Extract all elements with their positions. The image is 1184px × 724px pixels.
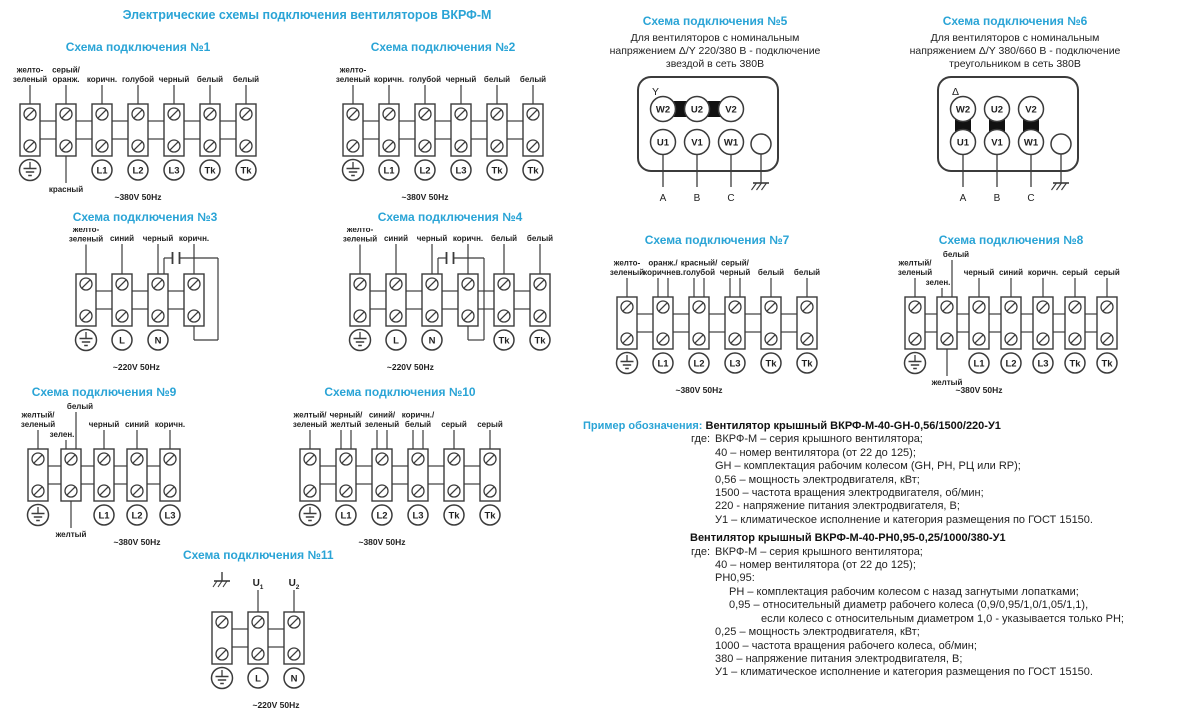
terminal [964,268,995,373]
example-line: если колесо с относительным диаметром 1,0 - указывается только PH; [761,612,1124,625]
terminal [446,75,477,180]
svg-text:U1: U1 [656,137,670,149]
terminal [179,234,209,326]
terminal [87,75,117,180]
svg-text:Tk: Tk [484,510,496,522]
example-lines-2 [691,545,1184,680]
scheme-6-title: Схема подключения №6 [942,14,1088,28]
svg-text:синий: синий [383,234,409,243]
example-line: PH – комплектация рабочим колесом с назад загнутыми лопатками; [729,585,1079,598]
svg-text:V1: V1 [691,137,703,149]
svg-text:синий/: синий/ [368,410,396,420]
terminal [330,411,364,526]
svg-text:Tk: Tk [1069,358,1081,370]
example-line: 40 – номер вентилятора (от 22 до 125); [715,446,916,459]
svg-text:~380V 50Hz: ~380V 50Hz [113,537,161,547]
terminal [643,259,683,374]
terminal [491,234,517,350]
terminal [110,234,134,350]
scheme-3-diagram [64,228,226,378]
scheme-3-title: Схема подключения №3 [72,210,218,224]
svg-text:L3: L3 [455,165,467,177]
example-line: 1500 – частота вращения электродвигателя, об/мин; [715,487,984,500]
scheme-11-diagram [200,566,316,716]
terminal [417,234,448,350]
terminal [374,75,404,180]
svg-text:серый/: серый/ [52,65,80,75]
svg-text:желтый/: желтый/ [21,410,55,420]
scheme-desc-line: треугольником в сеть 380В [949,58,1081,70]
terminal [284,578,304,688]
svg-text:зелен.: зелен. [925,278,951,287]
terminal [999,268,1023,373]
svg-text:~220V 50Hz: ~220V 50Hz [386,362,434,372]
scheme-9-title: Схема подключения №9 [31,385,177,399]
svg-text:черный: черный [142,234,174,243]
svg-text:V2: V2 [725,104,737,116]
example-line: 40 – номер вентилятора (от 22 до 125); [715,559,916,572]
example-line: 220 - напряжение питания электродвигателя, В; [715,500,960,513]
terminal [758,268,784,373]
svg-text:U2: $U_2$ [288,578,300,591]
terminal [143,234,174,350]
scheme-6 [870,14,1160,207]
svg-text:C: C [727,193,735,204]
example-line: PH0,95: [715,572,755,585]
svg-text:желтый: желтый [55,530,87,539]
svg-text:желтый/: желтый/ [898,258,932,268]
example-line: 0,95 – относительный диаметр рабочего колеса (0,9/0,95/1,0/1,05/1,1), [729,599,1089,612]
svg-text:зеленый: зеленый [20,420,56,429]
terminal [212,572,233,689]
svg-text:L: L [393,335,399,347]
svg-text:~380V 50Hz: ~380V 50Hz [401,192,449,202]
svg-text:серый/: серый/ [721,258,749,268]
svg-text:L3: L3 [164,510,176,522]
svg-text:желтый: желтый [931,378,963,387]
svg-text:Tk: Tk [527,165,539,177]
example-lines-1 [691,433,1184,527]
scheme-desc-line: напряжением Δ/Y 380/660 В - подключение [909,45,1121,57]
terminal [155,420,185,525]
svg-text:W1: W1 [1023,137,1039,149]
svg-text:L3: L3 [1037,358,1049,370]
svg-text:U2: U2 [990,104,1004,116]
svg-text:зеленый: зеленый [897,268,933,277]
svg-text:белый: белый [196,75,224,84]
svg-text:коричн.: коричн. [1027,268,1059,277]
scheme-10 [288,385,512,553]
terminal [89,420,120,525]
svg-text:белый: белый [526,234,554,243]
scheme-10-diagram [288,403,512,553]
terminal [197,75,223,180]
svg-text:V1: V1 [991,137,1003,149]
svg-text:L: L [255,673,261,685]
scheme-11-title: Схема подключения №11 [183,548,334,562]
terminal [441,420,467,525]
svg-text:U2: U2 [690,104,704,116]
terminal [13,66,47,181]
svg-text:C: C [1027,193,1035,204]
svg-text:L: L [119,335,125,347]
terminal [453,234,483,326]
svg-text:L3: L3 [729,358,741,370]
svg-text:зеленый: зеленый [342,234,378,244]
scheme-7-title: Схема подключения №7 [644,233,790,247]
terminal [1094,268,1120,373]
terminal [125,420,149,525]
svg-text:W2: W2 [655,104,671,116]
svg-text:V2: V2 [1025,104,1037,116]
scheme-9-diagram [16,403,192,553]
scheme-5 [570,14,860,207]
terminal [248,578,268,688]
svg-text:серый: серый [477,420,503,429]
svg-text:Δ: Δ [952,86,960,98]
svg-text:B: B [993,193,1001,204]
scheme-1 [8,40,268,208]
terminal [409,75,441,180]
svg-text:желто-: желто- [339,65,367,75]
svg-text:серый: серый [1062,268,1088,277]
example-line: У1 – климатическое исполнение и категория размещения по ГОСТ 15150. [715,666,1093,679]
svg-text:черный: черный [445,75,477,84]
svg-text:~380V 50Hz: ~380V 50Hz [114,192,162,202]
svg-text:оранж./: оранж./ [648,258,678,268]
example-line: GH – комплектация рабочим колесом (GH, PH, РЦ или RP); [715,460,1021,473]
svg-text:коричн.: коричн. [86,75,118,84]
svg-text:зеленый: зеленый [12,75,48,84]
terminal [122,75,154,180]
svg-text:черный: черный [719,268,751,277]
scheme-4 [338,210,562,378]
terminal [794,268,820,373]
terminal [898,259,933,374]
terminal [293,411,328,526]
svg-text:белый: белый [404,420,432,429]
svg-text:U1: $U_1$ [252,578,264,591]
page-title: Электрические схемы подключения вентиляторов ВКРФ-М [122,8,492,22]
scheme-desc-line: Для вентиляторов с номинальным [630,32,800,44]
scheme-7-diagram [605,251,829,401]
example-line: 1000 – частота вращения рабочего колеса, об/мин; [715,639,977,652]
svg-text:A: A [659,193,667,204]
scheme-desc-line: Для вентиляторов с номинальным [930,32,1100,44]
svg-text:~220V 50Hz: ~220V 50Hz [112,362,160,372]
terminal [336,66,370,181]
scheme-5-title: Схема подключения №5 [642,14,788,28]
svg-text:оранж.: оранж. [52,75,80,84]
svg-text:~220V 50Hz: ~220V 50Hz [252,700,300,710]
example-line: 0,25 – мощность электродвигателя, кВт; [715,626,920,639]
scheme-2-title: Схема подключения №2 [370,40,516,54]
svg-text:голубой: голубой [408,75,442,84]
svg-text:голубой: голубой [121,75,155,84]
svg-text:желто-: желто- [16,65,44,75]
terminal [233,75,259,180]
terminal [681,259,718,374]
terminal [69,228,103,351]
example-line: где: ВКРФ-М – серия крышного вентилятора; [691,433,923,446]
svg-text:белый: белый [519,75,547,84]
terminal [477,420,503,525]
svg-text:L2: L2 [419,165,431,177]
svg-text:L2: L2 [376,510,388,522]
svg-text:синий: синий [109,234,135,243]
terminal [610,259,644,374]
svg-text:серый: серый [1094,268,1120,277]
where-label: где: [691,433,711,446]
svg-text:желто-: желто- [346,228,374,234]
svg-text:L1: L1 [340,510,352,522]
svg-text:Tk: Tk [448,510,460,522]
svg-text:белый: белый [66,403,94,411]
terminal [1028,268,1058,373]
svg-text:синий: синий [998,268,1024,277]
example-title-2: Вентилятор крышный ВКРФ-М-40-PH0,95-0,25/1000/380-У1 [690,532,1006,545]
svg-text:Tk: Tk [498,335,510,347]
scheme-6-description [870,32,1160,71]
svg-text:Tk: Tk [765,358,777,370]
svg-text:B: B [693,193,701,204]
svg-text:коричн.: коричн. [452,234,484,243]
svg-text:L2: L2 [131,510,143,522]
example-line: 380 – напряжение питания электродвигателя, В; [715,652,963,665]
scheme-8 [893,233,1129,401]
example-line: где: ВКРФ-М – серия крышного вентилятора; [691,545,923,558]
svg-text:L1: L1 [383,165,395,177]
terminal [21,411,56,526]
terminal [1062,268,1088,373]
scheme-5-description [570,32,860,71]
svg-text:~380V 50Hz: ~380V 50Hz [675,385,723,395]
terminal [520,75,546,180]
example-section [583,420,1184,680]
svg-text:коричн.: коричн. [373,75,405,84]
svg-text:белый: белый [942,251,970,259]
example-title-2-wrap [690,532,1184,545]
scheme-4-title: Схема подключения №4 [377,210,523,224]
terminal [720,259,751,374]
svg-text:черный/: черный/ [329,410,363,420]
where-label: где: [691,545,711,558]
svg-text:L2: L2 [1005,358,1017,370]
svg-text:N: N [290,673,298,685]
example-line: У1 – климатическое исполнение и категория размещения по ГОСТ 15150. [715,513,1093,526]
example-line: 0,56 – мощность электродвигателя, кВт; [715,473,920,486]
scheme-4-diagram [338,228,562,378]
svg-text:Tk: Tk [240,165,252,177]
scheme-8-title: Схема подключения №8 [938,233,1084,247]
svg-text:черный: черный [963,268,995,277]
terminal [365,411,399,526]
example-header [583,420,1184,433]
svg-text:черный: черный [158,75,190,84]
svg-text:зелен.: зелен. [49,430,75,439]
svg-text:коричн./: коричн./ [401,410,435,420]
scheme-11 [183,548,333,716]
svg-text:A: A [959,193,967,204]
svg-text:белый: белый [757,268,785,277]
scheme-8-diagram [893,251,1129,401]
scheme-desc-line: звездой в сеть 380В [665,58,765,70]
svg-text:зеленый: зеленый [68,234,104,244]
svg-text:L1: L1 [657,358,669,370]
scheme-10-title: Схема подключения №10 [324,385,476,399]
svg-text:желто-: желто- [72,228,100,234]
svg-text:зеленый: зеленый [364,420,400,429]
svg-text:белый: белый [490,234,518,243]
svg-text:коричн.: коричн. [154,420,186,429]
svg-text:Tk: Tk [801,358,813,370]
svg-text:желтый/: желтый/ [293,410,327,420]
svg-text:красный/: красный/ [680,258,718,268]
svg-text:L1: L1 [98,510,110,522]
svg-text:желто-: желто- [613,258,641,268]
svg-text:Y: Y [652,86,660,98]
scheme-desc-line: напряжением Δ/Y 220/380 В - подключение [609,45,821,57]
svg-text:красный: красный [48,185,84,194]
svg-text:голубой: голубой [682,268,716,277]
svg-text:зеленый: зеленый [335,75,371,84]
svg-text:W2: W2 [955,104,971,116]
svg-text:N: N [154,335,162,347]
scheme-2 [331,40,555,208]
terminal [50,403,94,539]
svg-text:зеленый: зеленый [609,268,645,277]
example-title-1: Вентилятор крышный ВКРФ-М-40-GH-0,56/1500/220-У1 [705,420,1001,432]
terminal [484,75,510,180]
svg-text:черный: черный [416,234,448,243]
svg-text:Tk: Tk [1101,358,1113,370]
svg-text:синий: синий [124,420,150,429]
svg-text:серый: серый [441,420,467,429]
example-label: Пример обозначения: [583,420,703,432]
svg-text:Tk: Tk [491,165,503,177]
scheme-9 [16,385,192,553]
svg-text:L3: L3 [412,510,424,522]
svg-text:L2: L2 [693,358,705,370]
svg-text:L3: L3 [168,165,180,177]
scheme-1-diagram [8,58,268,208]
scheme-5-diagram [630,75,800,207]
terminal [343,228,377,351]
scheme-6-diagram [930,75,1100,207]
terminal [527,234,553,350]
svg-text:L1: L1 [96,165,108,177]
svg-text:коричнев.: коричнев. [643,268,683,277]
svg-text:Tk: Tk [204,165,216,177]
svg-text:L2: L2 [132,165,144,177]
svg-text:коричн.: коричн. [178,234,210,243]
terminal [384,234,408,350]
scheme-1-title: Схема подключения №1 [65,40,211,54]
svg-text:белый: белый [793,268,821,277]
svg-text:зеленый: зеленый [292,420,328,429]
scheme-3 [60,210,230,378]
terminal [159,75,190,180]
svg-text:черный: черный [88,420,120,429]
svg-text:Tk: Tk [534,335,546,347]
svg-text:белый: белый [232,75,260,84]
terminal [49,66,83,195]
svg-text:желтый: желтый [330,420,362,429]
svg-text:U1: U1 [956,137,970,149]
svg-text:L1: L1 [973,358,985,370]
scheme-2-diagram [331,58,555,208]
svg-text:~380V 50Hz: ~380V 50Hz [955,385,1003,395]
svg-text:белый: белый [483,75,511,84]
svg-text:W1: W1 [723,137,739,149]
svg-text:N: N [428,335,436,347]
terminal [402,411,435,526]
svg-text:~380V 50Hz: ~380V 50Hz [358,537,406,547]
scheme-7 [605,233,829,401]
